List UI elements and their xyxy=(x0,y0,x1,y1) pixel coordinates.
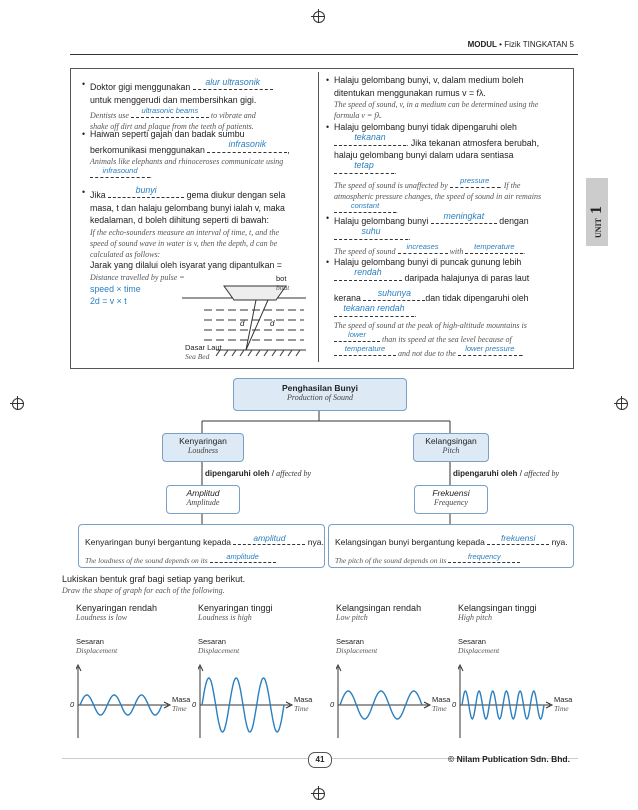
amplitude-en: Amplitude xyxy=(186,498,220,507)
echo-text-2: gema diukur dengan sela xyxy=(186,190,286,200)
fill-suhunya: suhunya xyxy=(377,287,411,298)
fill-lower: lower xyxy=(348,330,366,339)
graph-ylabel-ms: Sesaran xyxy=(458,637,486,646)
mountain-en-2: than its speed at the sea level because of xyxy=(382,335,512,344)
pressure-text-2: . Jika tekanan atmosfera berubah, xyxy=(406,137,540,148)
left-affected-ms: dipengaruhi oleh xyxy=(205,469,270,478)
graph-title-en: Low pitch xyxy=(336,613,368,622)
graph-ylabel-en: Displacement xyxy=(458,646,500,655)
fill-bunyi: bunyi xyxy=(135,184,157,195)
graph-ylabel-en: Displacement xyxy=(336,646,378,655)
seabed-ms: Dasar Laut xyxy=(185,343,222,352)
left-bullet-1: • Doktor gigi menggunakan alur ultrasonik untuk menggerudi dan membersihkan gigi. Dentists use ultrasonic beams to vibrate and shake off dirt and plaque from the teeth of patients. xyxy=(80,78,312,132)
loudness-sentence-en: The loudness of the sound depends on its xyxy=(85,556,208,565)
boat-en: boat xyxy=(276,283,290,292)
mountain-text-3: kerana xyxy=(334,293,361,303)
fill-tekanan: tekanan xyxy=(354,132,386,142)
right-bullet-2: • Halaju gelombang bunyi tidak dipengaruhi oleh tekanan . Jika tekanan atmosfera berubah, halaju gelombang bunyi dalam udara sentiasa tetap . The speed of sound is unaffected by pressure . If the atmospheric pressure changes, the speed of sound in air remains constant . xyxy=(326,122,542,215)
graph-origin: 0 xyxy=(330,700,335,709)
graph-xlabel-en: Time xyxy=(172,704,187,713)
loudness-sentence-box xyxy=(78,524,325,568)
graph-1 xyxy=(70,603,197,718)
copyright: © Nilam Publication Sdn. Bhd. xyxy=(448,754,570,764)
pressure-text-1: Halaju gelombang bunyi tidak dipengaruhi oleh xyxy=(334,122,517,132)
seabed-en: Sea Bed xyxy=(185,352,210,361)
temp-text-2: dengan xyxy=(499,216,529,226)
graph-origin: 0 xyxy=(70,700,75,709)
graph-xlabel-en: Time xyxy=(432,704,447,713)
amplitude-box xyxy=(166,485,240,514)
instruction-ms: Lukiskan bentuk graf bagi setiap yang berikut. xyxy=(62,574,246,584)
mountain-text-4: dan tidak dipengaruhi oleh xyxy=(425,293,529,303)
frequency-box xyxy=(414,485,488,514)
right-affected-ms: dipengaruhi oleh xyxy=(453,469,518,478)
graph-title-en: Loudness is low xyxy=(76,613,128,622)
page-number-badge xyxy=(308,752,332,768)
formula-eq2: 2d = v × t xyxy=(90,296,127,306)
graph-ylabel-ms: Sesaran xyxy=(76,637,104,646)
mountain-en-3: and not due to the xyxy=(398,349,456,358)
graph-plot xyxy=(458,663,558,743)
unit-number: 1 xyxy=(588,205,605,214)
graph-ylabel-ms: Sesaran xyxy=(198,637,226,646)
fill-suhu: suhu xyxy=(361,226,381,236)
graph-ylabel xyxy=(458,637,499,655)
temp-en-1: The speed of sound xyxy=(334,247,396,256)
graph-2 xyxy=(192,603,316,718)
fill-temperature: temperature xyxy=(474,242,515,251)
depth-label-2: d xyxy=(270,319,275,328)
mountain-text-1: Halaju gelombang bunyi di puncak gunung lebih xyxy=(334,257,522,267)
graph-ylabel-en: Displacement xyxy=(198,646,240,655)
formula-en: Distance travelled by pulse = xyxy=(90,272,185,282)
pitch-title: Kelangsingan xyxy=(425,436,477,446)
graph-ylabel xyxy=(76,637,117,655)
echo-text-3: masa, t dan halaju gelombang bunyi ialah v, maka xyxy=(90,202,285,213)
left-bullet-3: • Jika bunyi gema diukur dengan sela masa, t dan halaju gelombang bunyi ialah v, maka kedalaman, d boleh dihitung seperti di bawah: If the echo-sounders measure an interval of time, t, and the speed of sound wave in water is v, then the depth, d can be calculated as follows: xyxy=(82,184,286,259)
fill-amplitude-en: amplitude xyxy=(226,552,259,561)
fill-tekanan-rendah: tekanan rendah xyxy=(343,303,405,313)
graph-title: Kenyaringan rendah xyxy=(76,603,158,613)
graph-instruction xyxy=(62,574,245,596)
graph-xlabel-ms: Masa xyxy=(554,695,573,704)
animal-en: Animals like elephants and rhinoceroses communicate using xyxy=(90,157,284,166)
graph-plot xyxy=(76,663,176,743)
fill-frekuensi: frekuensi xyxy=(500,533,536,543)
fill-temperature-2: temperature xyxy=(344,344,386,353)
echo-en-2: speed of sound wave in water is v, then the depth, d can be xyxy=(90,238,278,248)
speed-text-1: Halaju gelombang bunyi, v, dalam medium boleh xyxy=(334,75,524,85)
amplitude-ms: Amplitud xyxy=(186,488,220,498)
left-affected-slash: / xyxy=(271,469,274,478)
echo-text-4: kedalaman, d boleh dihitung seperti di bawah: xyxy=(90,215,269,225)
pressure-text-3: halaju gelombang bunyi dalam udara sentiasa xyxy=(334,150,514,160)
formula-title: Jarak yang dilalui oleh isyarat yang dipantulkan = xyxy=(90,260,282,270)
fill-rendah: rendah xyxy=(354,267,382,277)
formula-eq1: speed × time xyxy=(90,283,141,294)
speed-text-2: ditentukan menggunakan rumus v = fλ. xyxy=(334,87,486,98)
production-title: Penghasilan Bunyi xyxy=(281,383,359,393)
right-bullet-3: • Halaju gelombang bunyi meningkat dengan suhu . The speed of sound increases with temperature . xyxy=(326,210,529,256)
temp-en-2: with xyxy=(449,247,464,256)
animal-text-2: berkomunikasi menggunakan xyxy=(90,144,205,155)
dentist-en: Dentists use xyxy=(90,111,129,120)
echo-text: Jika xyxy=(90,190,106,200)
mountain-en-1: The speed of sound at the peak of high-altitude mountains is xyxy=(334,321,527,330)
mountain-text-2: daripada halajunya di paras laut xyxy=(404,272,530,283)
right-affected-by xyxy=(453,469,559,478)
speed-en-1: The speed of sound, v, in a medium can be determined using the xyxy=(334,100,539,109)
graph-ylabel-ms: Sesaran xyxy=(336,637,364,646)
fill-constant: constant xyxy=(350,201,380,210)
dentist-text: Doktor gigi menggunakan xyxy=(90,82,191,92)
production-title-en: Production of Sound xyxy=(287,393,353,402)
instruction-en: Draw the shape of graph for each of the following. xyxy=(62,586,225,595)
graph-xlabel-ms: Masa xyxy=(294,695,313,704)
boat-ms: bot xyxy=(276,274,287,283)
graph-ylabel xyxy=(198,637,239,655)
graph-xlabel-en: Time xyxy=(294,704,309,713)
fill-infrasound: infrasound xyxy=(102,166,138,175)
fill-ultrasonic-beams: ultrasonic beams xyxy=(141,106,199,115)
right-bullet-1: • Halaju gelombang bunyi, v, dalam medium boleh ditentukan menggunakan rumus v = fλ. The speed of sound, v, in a medium can be determined using the formula v = fλ. xyxy=(326,75,539,120)
left-affected-en: affected by xyxy=(276,469,312,478)
graph-plot xyxy=(336,663,436,743)
pressure-en-2: . If the xyxy=(499,181,521,190)
unit-label: UNIT xyxy=(594,217,603,238)
fill-amplitud: amplitud xyxy=(253,533,286,543)
fill-meningkat: meningkat xyxy=(443,210,485,221)
page-number: 41 xyxy=(315,755,325,764)
graph-ylabel xyxy=(336,637,377,655)
right-affected-en: affected by xyxy=(524,469,560,478)
graph-xlabel-ms: Masa xyxy=(432,695,451,704)
frequency-en: Frequency xyxy=(434,498,468,507)
fill-increases: increases xyxy=(406,242,439,251)
module-label: MODUL xyxy=(467,40,497,49)
fill-alur-ultrasonik: alur ultrasonik xyxy=(205,76,261,87)
graph-ylabel-en: Displacement xyxy=(76,646,118,655)
frequency-ms: Frekuensi xyxy=(432,488,470,498)
loudness-sentence: Kenyaringan bunyi bergantung kepada xyxy=(85,537,232,547)
graph-plot xyxy=(198,663,298,743)
speed-en-2: formula v = fλ. xyxy=(334,111,382,120)
graph-title: Kelangsingan tinggi xyxy=(458,603,537,613)
echo-en-3: calculated as follows: xyxy=(90,249,161,259)
subject-label: Fizik TINGKATAN 5 xyxy=(504,40,574,49)
header-bullet: • xyxy=(499,40,502,49)
fill-lower-pressure: lower pressure xyxy=(465,344,515,353)
fill-tetap: tetap xyxy=(354,160,374,170)
temp-text-1: Halaju gelombang bunyi xyxy=(334,216,429,226)
loudness-title-en: Loudness xyxy=(187,446,219,455)
loudness-title: Kenyaringan xyxy=(179,436,227,446)
registration-mark-bottom xyxy=(313,788,325,800)
fill-infrasonik: infrasonik xyxy=(228,139,267,149)
fill-frequency-en: frequency xyxy=(467,552,501,561)
loudness-sentence-end: nya. xyxy=(307,537,324,547)
pitch-box xyxy=(413,433,489,462)
pitch-sentence: Kelangsingan bunyi bergantung kepada xyxy=(335,537,485,547)
graph-title: Kenyaringan tinggi xyxy=(198,603,273,613)
graph-xlabel-en: Time xyxy=(554,704,569,713)
pressure-en-1: The speed of sound is unaffected by xyxy=(334,181,448,190)
dentist-text-2: untuk menggerudi dan membersihkan gigi. xyxy=(90,94,257,105)
graph-origin: 0 xyxy=(452,700,457,709)
pressure-en-3: atmospheric pressure changes, the speed of sound in air remains xyxy=(334,192,542,201)
production-of-sound-box xyxy=(233,378,407,411)
graph-title-en: High pitch xyxy=(458,613,492,622)
left-bullet-2: • Haiwan seperti gajah dan badak sumbu berkomunikasi menggunakan infrasonik , Animals like elephants and rhinoceroses communicate using infrasound . xyxy=(82,129,290,180)
graph-3 xyxy=(330,603,457,718)
right-bullet-4: • Halaju gelombang bunyi di puncak gunung lebih rendah daripada halajunya di paras laut kerana suhunya dan tidak dipengaruhi oleh tekanan rendah . The speed of sound at the peak of high-altitude mountains is lower than its speed at the sea level because of temperature and not due to the lower pressure . xyxy=(326,257,530,358)
left-affected-by xyxy=(205,469,311,478)
depth-label-1: d xyxy=(240,319,245,328)
pitch-sentence-end: nya. xyxy=(551,537,568,547)
fill-pressure: pressure xyxy=(460,176,490,185)
pitch-title-en: Pitch xyxy=(442,446,460,455)
pitch-sentence-box xyxy=(328,524,574,568)
dentist-en-3: shake off dirt and plaque from the teeth of patients. xyxy=(90,122,254,131)
graph-title: Kelangsingan rendah xyxy=(336,603,422,613)
graph-title-en: Loudness is high xyxy=(198,613,252,622)
loudness-box xyxy=(162,433,244,462)
pitch-sentence-en: The pitch of the sound depends on its xyxy=(335,556,447,565)
animal-text: Haiwan seperti gajah dan badak sumbu xyxy=(90,129,245,139)
graph-origin: 0 xyxy=(192,700,197,709)
echo-en-1: If the echo-sounders measure an interval of time, t, and the xyxy=(90,227,279,237)
graph-xlabel-ms: Masa xyxy=(172,695,191,704)
graph-4 xyxy=(452,603,576,718)
right-affected-slash: / xyxy=(519,469,522,478)
dentist-en-2: to vibrate and xyxy=(210,111,256,120)
